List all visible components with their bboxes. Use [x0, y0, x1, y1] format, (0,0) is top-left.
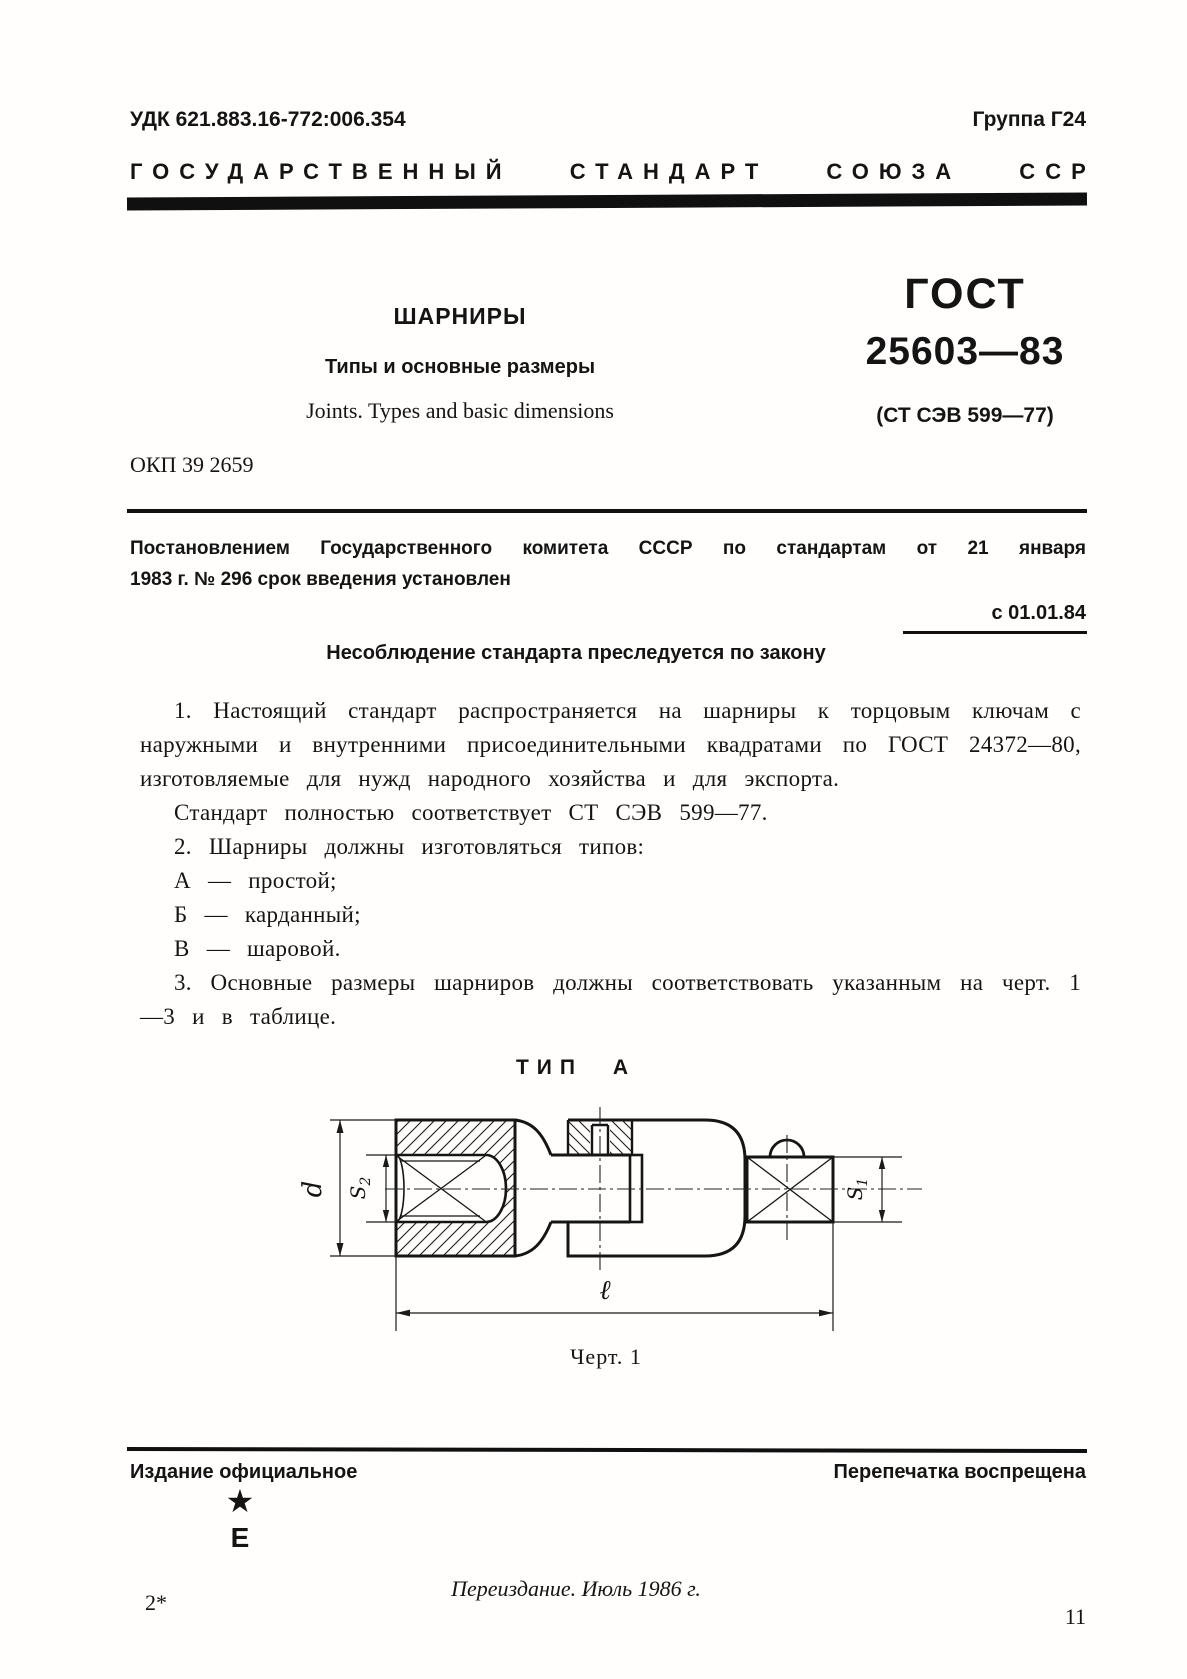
paragraph-2: Стандарт полностью соответствует СТ СЭВ 599—77. — [174, 800, 768, 825]
st-sev-reference: (СТ СЭВ 599—77) — [876, 404, 1054, 427]
masthead-row — [130, 108, 1086, 132]
decree-line-2: 1983 г. № 296 срок введения установлен — [130, 569, 511, 590]
star-icon: ★ — [225, 1483, 255, 1519]
effective-date-underline — [903, 631, 1087, 634]
body-text — [140, 694, 1081, 1034]
official-edition-note: Издание официальное — [130, 1461, 358, 1483]
figure-caption: Черт. 1 — [570, 1344, 642, 1369]
effective-date: с 01.01.84 — [991, 602, 1086, 624]
yoke-body — [568, 1120, 745, 1256]
gost-number: 25603—83 — [865, 330, 1065, 373]
label-l: ℓ — [599, 1275, 611, 1306]
standard-title-ru: ШАРНИРЫ — [393, 303, 527, 329]
reprint-notice: Перепечатка воспрещена — [833, 1461, 1086, 1483]
okp-code: ОКП 39 2659 — [130, 452, 254, 477]
law-notice: Несоблюдение стандарта преследуется по закону — [326, 642, 826, 664]
label-d: d — [298, 1180, 328, 1198]
reissue-note: Переиздание. Июль 1986 г. — [451, 1576, 701, 1601]
standard-title-en: Joints. Types and basic dimensions — [306, 398, 614, 423]
paragraph-3: 2. Шарниры должны изготовляться типов: — [174, 834, 645, 859]
header-rule-bar — [127, 192, 1087, 210]
group-code: Группа Г24 — [972, 108, 1086, 131]
figure-type-heading: ТИП А — [515, 1056, 636, 1079]
socket-block — [396, 1120, 515, 1256]
square-drive — [747, 1140, 833, 1222]
paragraph-5: Б — карданный; — [174, 902, 361, 927]
sheet-mark: 2* — [145, 1590, 167, 1615]
org-title: ГОСУДАРСТВЕННЫЙ СТАНДАРТ СОЮЗА ССР — [130, 159, 1096, 184]
udk-code: УДК 621.883.16-772:006.354 — [130, 108, 406, 131]
divider-rule — [127, 509, 1087, 513]
paragraph-1: 1. Настоящий стандарт распространяется на шарниры к торцовым ключам с наружными и внутренними присоединительными квадратами по ГОСТ 24372—80, изготовляемые для нужд народного хозяйства и для экспорта. — [140, 698, 1081, 791]
quality-mark-letter: Е — [230, 1522, 250, 1553]
page-number: 11 — [1064, 1604, 1086, 1629]
footer-rule — [127, 1447, 1087, 1453]
label-s2: $S_2$ — [346, 1176, 374, 1200]
paragraph-7: 3. Основные размеры шарниров должны соответствовать указанным на черт. 1—3 и в таблице. — [140, 970, 1081, 1029]
joint-drawing-type-a — [290, 1085, 950, 1343]
footer-row — [130, 1461, 1086, 1484]
standard-subtitle-ru: Типы и основные размеры — [324, 356, 596, 378]
gost-label: ГОСТ — [904, 270, 1026, 318]
paragraph-4: А — простой; — [174, 868, 337, 893]
paragraph-6: В — шаровой. — [174, 936, 341, 961]
decree-line-1: Постановлением Государственного комитета СССР по стандартам от 21 января — [130, 538, 1086, 559]
decree-paragraph — [130, 533, 1086, 595]
label-s1: $S_1$ — [843, 1177, 871, 1201]
